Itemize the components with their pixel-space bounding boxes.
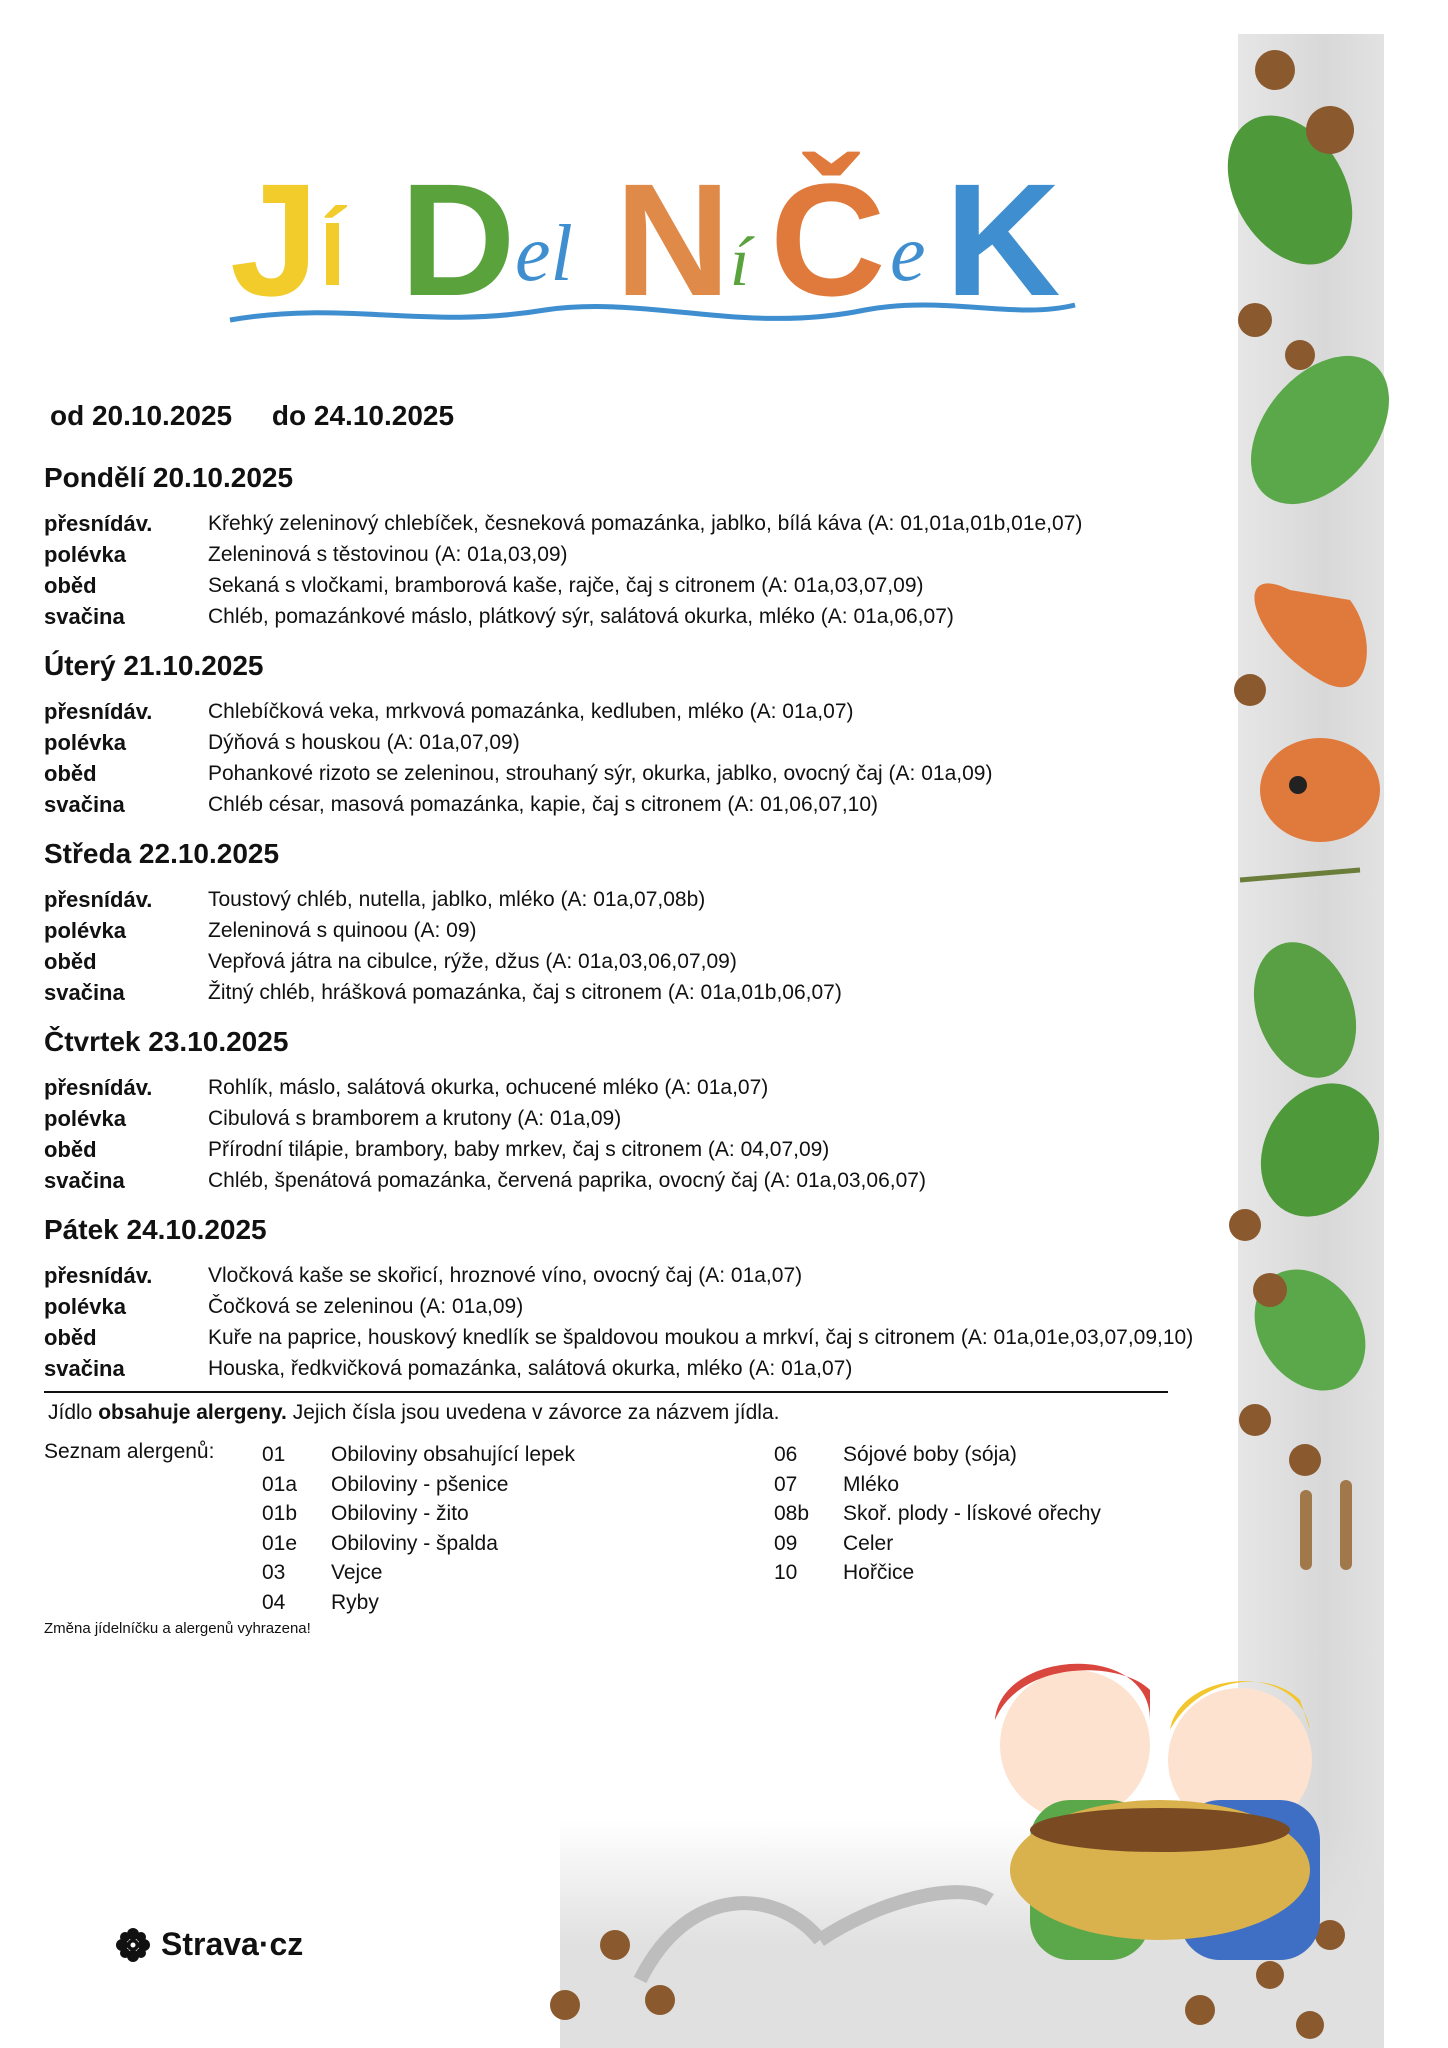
meal-row-lunch [44, 1134, 1364, 1165]
meal-text: Rohlík, máslo, salátová okurka, ochucené mléko (A: 01a,07) [208, 1076, 769, 1099]
meal-text: Žitný chléb, hrášková pomazánka, čaj s citronem (A: 01a,01b,06,07) [208, 981, 842, 1004]
date-from: od 20.10.2025 [50, 400, 233, 431]
children-icon [995, 1664, 1320, 1960]
meal-row-snack [44, 1165, 1364, 1196]
meal-row-soup [44, 915, 1364, 946]
meal-row-soup [44, 1103, 1364, 1134]
allergen-code: 04 [262, 1590, 286, 1614]
day-thursday [44, 1022, 1364, 1196]
allergen-name: Celer [843, 1531, 894, 1555]
allergen-item [774, 1529, 1101, 1559]
meal-label: polévka [44, 918, 126, 943]
allergen-name: Obiloviny obsahující lepek [331, 1443, 575, 1466]
svg-text:el: el [515, 210, 573, 298]
meal-row-snack [44, 601, 1364, 632]
svg-text:Í: Í [320, 205, 346, 305]
meal-text: Chléb, špenátová pomazánka, červená paprika, ovocný čaj (A: 01a,03,06,07) [208, 1169, 926, 1192]
allergen-note-suffix: Jejich čísla jsou uvedena v závorce za názvem jídla. [286, 1401, 780, 1424]
meal-text: Chléb, pomazánkové máslo, plátkový sýr, salátová okurka, mléko (A: 01a,06,07) [208, 605, 954, 628]
meal-label: svačina [44, 792, 125, 817]
allergen-item [262, 1499, 575, 1529]
allergen-code: 08b [774, 1502, 810, 1525]
meal-text: Zeleninová s těstovinou (A: 01a,03,09) [208, 543, 568, 566]
meal-label: přesnídáv. [44, 1075, 153, 1100]
allergen-item [262, 1529, 575, 1559]
strava-flower-icon [115, 1927, 151, 1963]
day-title: Pátek 24.10.2025 [44, 1214, 267, 1245]
svg-text:K: K [945, 150, 1061, 329]
logo-text: Strava·cz [161, 1926, 304, 1962]
meal-text: Křehký zeleninový chlebíček, česneková pomazánka, jablko, bílá káva (A: 01,01a,01b,01e,07) [208, 512, 1083, 535]
day-title: Úterý 21.10.2025 [44, 650, 264, 681]
meal-row-lunch [44, 946, 1364, 977]
meal-text: Přírodní tilápie, brambory, baby mrkev, čaj s citronem (A: 04,07,09) [208, 1138, 830, 1161]
meal-label: oběd [44, 1325, 97, 1350]
meal-text: Toustový chléb, nutella, jablko, mléko (A: 01a,07,08b) [208, 888, 706, 911]
allergen-item [262, 1588, 575, 1618]
meal-row-breakfast [44, 1072, 1364, 1103]
allergen-code: 07 [774, 1472, 798, 1496]
meal-text: Chlebíčková veka, mrkvová pomazánka, kedluben, mléko (A: 01a,07) [208, 700, 854, 723]
meal-text: Vepřová játra na cibulce, rýže, džus (A: 01a,03,06,07,09) [208, 950, 737, 973]
meal-text: Vločková kaše se skořicí, hroznové víno, ovocný čaj (A: 01a,07) [208, 1264, 803, 1287]
meal-row-snack [44, 1353, 1364, 1384]
menu-title [225, 110, 1095, 340]
footnote: Změna jídelníčku a alergenů vyhrazena! [44, 1620, 311, 1637]
catkin-icon [1300, 1480, 1352, 1570]
meal-label: oběd [44, 761, 97, 786]
meal-label: přesnídáv. [44, 887, 153, 912]
meal-label: svačina [44, 1356, 125, 1381]
allergen-name: Obiloviny - pšenice [331, 1472, 509, 1496]
allergen-note-bold: obsahuje alergeny. [98, 1401, 287, 1424]
meal-text: Cibulová s bramborem a krutony (A: 01a,09) [208, 1107, 622, 1130]
allergen-item [774, 1558, 1101, 1588]
meal-label: oběd [44, 949, 97, 974]
date-range [50, 400, 486, 432]
allergen-list-right [774, 1440, 1101, 1588]
day-title: Středa 22.10.2025 [44, 838, 280, 869]
meal-label: polévka [44, 730, 126, 755]
svg-text:J: J [230, 150, 319, 329]
svg-text:í: í [730, 224, 750, 301]
allergen-item [774, 1499, 1101, 1529]
allergen-code: 03 [262, 1561, 286, 1584]
meal-row-soup [44, 1291, 1364, 1322]
meal-label: přesnídáv. [44, 1263, 153, 1288]
meal-label: polévka [44, 1106, 126, 1131]
allergen-name: Vejce [331, 1561, 383, 1584]
meal-row-lunch [44, 1322, 1364, 1353]
meal-row-snack [44, 977, 1364, 1008]
allergen-code: 01a [262, 1472, 298, 1496]
meal-row-breakfast [44, 884, 1364, 915]
allergen-list-label: Seznam alergenů: [44, 1440, 215, 1463]
day-title: Pondělí 20.10.2025 [44, 462, 294, 493]
meal-label: svačina [44, 1168, 125, 1193]
allergen-code: 10 [774, 1561, 798, 1584]
svg-text:Č: Č [770, 150, 886, 329]
allergen-name: Sójové boby (sója) [843, 1443, 1017, 1466]
meal-label: polévka [44, 542, 126, 567]
allergen-item [262, 1558, 575, 1588]
day-wednesday [44, 834, 1364, 1008]
strava-logo[interactable] [115, 1926, 303, 1963]
meal-row-soup [44, 727, 1364, 758]
allergen-note-prefix: Jídlo [48, 1401, 99, 1424]
meal-text: Zeleninová s quinoou (A: 09) [208, 919, 477, 942]
meal-text: Houska, ředkvičková pomazánka, salátová okurka, mléko (A: 01a,07) [208, 1357, 853, 1380]
allergen-item [774, 1470, 1101, 1500]
meal-row-snack [44, 789, 1364, 820]
meal-label: polévka [44, 1294, 126, 1319]
allergen-code: 09 [774, 1531, 798, 1555]
meal-text: Kuře na paprice, houskový knedlík se špaldovou moukou a mrkví, čaj s citronem (A: 01a,01e,03,07,09,10) [208, 1326, 1194, 1349]
meal-text: Dýňová s houskou (A: 01a,07,09) [208, 731, 520, 754]
allergen-name: Ryby [331, 1590, 379, 1614]
allergen-item [774, 1440, 1101, 1470]
meal-label: svačina [44, 980, 125, 1005]
nutcracker-icon [640, 1892, 990, 1980]
divider [44, 1391, 1168, 1393]
meal-label: svačina [44, 604, 125, 629]
day-tuesday [44, 646, 1364, 820]
meal-label: přesnídáv. [44, 699, 153, 724]
meal-row-breakfast [44, 1260, 1364, 1291]
meal-text: Čočková se zeleninou (A: 01a,09) [208, 1295, 524, 1318]
allergen-code: 01b [262, 1502, 298, 1525]
meal-label: přesnídáv. [44, 511, 153, 536]
allergen-name: Skoř. plody - lískové ořechy [843, 1502, 1101, 1525]
day-title: Čtvrtek 23.10.2025 [44, 1026, 289, 1057]
meal-row-lunch [44, 570, 1364, 601]
svg-text:D: D [400, 150, 516, 329]
allergen-name: Mléko [843, 1472, 900, 1496]
meal-label: oběd [44, 573, 97, 598]
svg-text:e: e [890, 210, 926, 298]
meal-row-soup [44, 539, 1364, 570]
allergen-item [262, 1470, 575, 1500]
allergen-note [48, 1401, 779, 1425]
allergen-list-left [262, 1440, 575, 1617]
allergen-name: Obiloviny - špalda [331, 1531, 498, 1555]
allergen-item [262, 1440, 575, 1470]
allergen-code: 01 [262, 1443, 286, 1466]
meal-row-breakfast [44, 508, 1364, 539]
svg-text:N: N [615, 150, 731, 329]
meal-text: Pohankové rizoto se zeleninou, strouhaný sýr, okurka, jablko, ovocný čaj (A: 01a,09) [208, 762, 993, 785]
meal-text: Chléb césar, masová pomazánka, kapie, čaj s citronem (A: 01,06,07,10) [208, 793, 879, 816]
allergen-name: Hořčice [843, 1561, 915, 1584]
allergen-name: Obiloviny - žito [331, 1502, 469, 1525]
meal-text: Sekaná s vločkami, bramborová kaše, rajče, čaj s citronem (A: 01a,03,07,09) [208, 574, 924, 597]
allergen-code: 01e [262, 1531, 298, 1555]
date-to: do 24.10.2025 [271, 400, 455, 431]
allergen-code: 06 [774, 1443, 798, 1466]
day-friday [44, 1210, 1364, 1384]
meal-row-breakfast [44, 696, 1364, 727]
meal-row-lunch [44, 758, 1364, 789]
day-monday [44, 458, 1364, 632]
meal-label: oběd [44, 1137, 97, 1162]
